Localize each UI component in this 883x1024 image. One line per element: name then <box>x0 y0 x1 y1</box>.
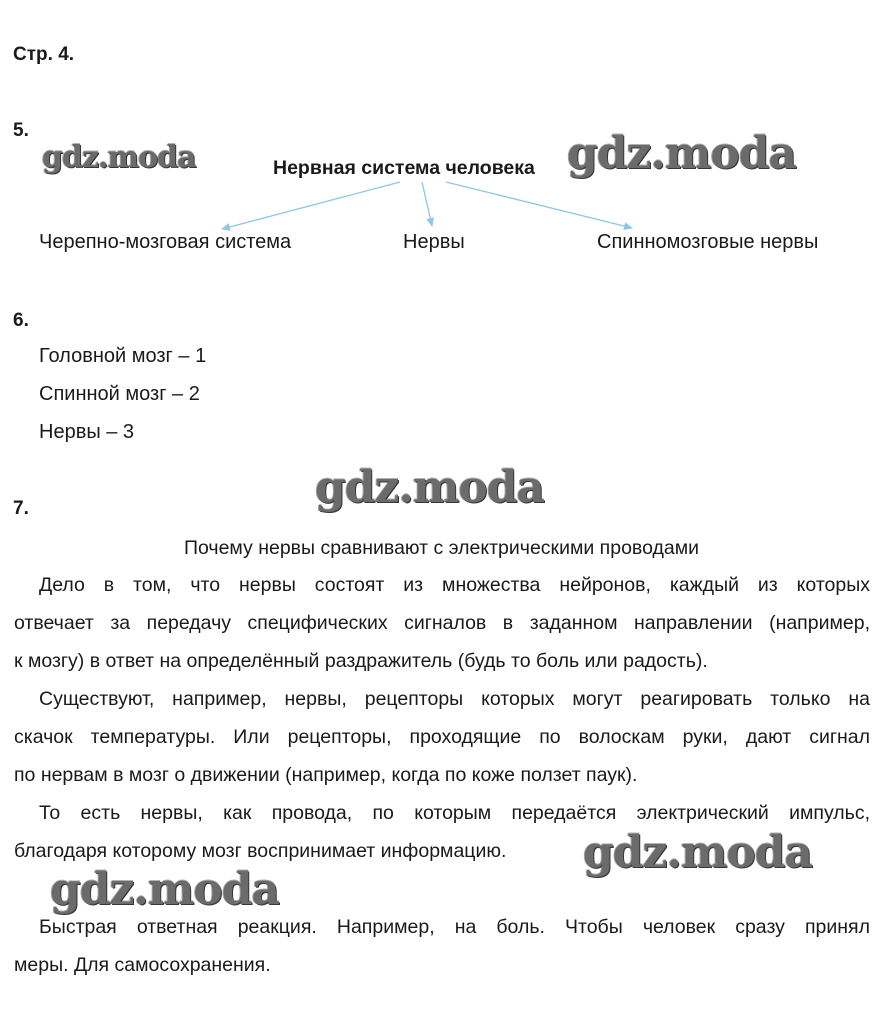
task6-item-nerves: Нервы – 3 <box>39 421 135 443</box>
task7-line-7: То есть нервы, как провода, по которым передаётся электрический импульс, <box>39 802 870 824</box>
task7-line-6: по нервам в мозг о движении (например, когда по коже ползет паук). <box>14 764 638 786</box>
task7-number: 7. <box>13 498 29 519</box>
arrow-to-nerves <box>422 182 432 226</box>
task7-line-3: к мозгу) в ответ на определённый раздражитель (будь то боль или радость). <box>14 650 708 672</box>
arrow-to-spinal <box>446 182 632 228</box>
task6-number: 6. <box>13 310 29 331</box>
task7-line-1: Дело в том, что нервы состоят из множества нейронов, каждый из которых <box>39 574 870 596</box>
task7-line-5: скачок температуры. Или рецепторы, проходящие по волоскам руки, дают сигнал <box>14 726 870 748</box>
task5-number: 5. <box>13 120 29 141</box>
task6-item-brain: Головной мозг – 1 <box>39 345 207 367</box>
task7-line-9: Быстрая ответная реакция. Например, на боль. Чтобы человек сразу принял <box>39 916 870 938</box>
watermark-4: gdz.moda <box>583 827 813 878</box>
watermark-5: gdz.moda <box>50 864 280 915</box>
task6-item-spinal-cord: Спинной мозг – 2 <box>39 383 200 405</box>
diagram-child-cranial: Черепно-мозговая система <box>39 231 292 253</box>
task7-line-8: благодаря которому мозг воспринимает информацию. <box>14 840 507 862</box>
task7-title: Почему нервы сравнивают с электрическими проводами <box>183 537 700 559</box>
watermark-3: gdz.moda <box>315 462 545 513</box>
task7-line-4: Существуют, например, нервы, рецепторы которых могут реагировать только на <box>39 688 870 710</box>
diagram-child-nerves: Нервы <box>403 231 465 253</box>
diagram-root: Нервная система человека <box>273 157 535 179</box>
task7-line-10: меры. Для самосохранения. <box>14 954 271 976</box>
task7-line-2: отвечает за передачу специфических сигналов в заданном направлении (например, <box>14 612 870 634</box>
watermark-2: gdz.moda <box>567 128 797 179</box>
watermark-1: gdz.moda <box>42 140 196 175</box>
arrow-to-cranial <box>222 182 400 229</box>
diagram-child-spinal: Спинномозговые нервы <box>597 231 819 253</box>
page-label: Стр. 4. <box>13 44 75 65</box>
